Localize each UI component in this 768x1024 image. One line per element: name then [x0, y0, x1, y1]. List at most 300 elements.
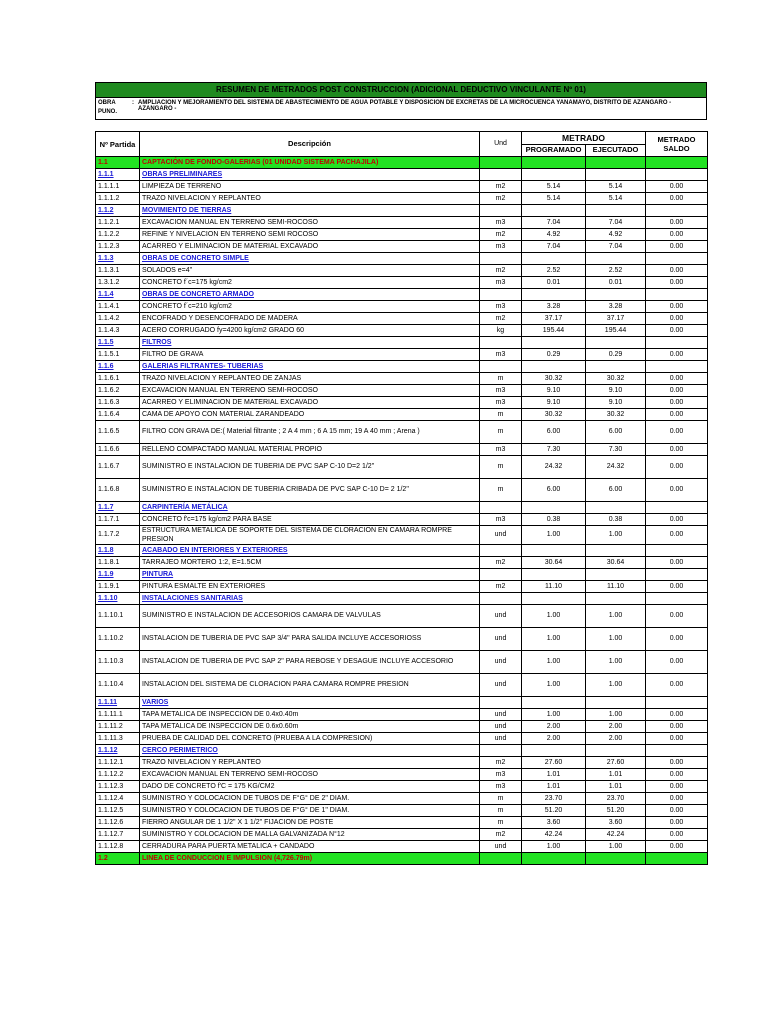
und-cell [480, 745, 522, 757]
und-cell: m [480, 793, 522, 805]
ejecutado-cell [586, 253, 646, 265]
table-row [96, 229, 708, 241]
ejecutado-cell: 30.64 [586, 557, 646, 569]
descripcion-cell: CARPINTERÍA METÁLICA [140, 502, 480, 514]
partida-cell: 1.1.12.6 [96, 817, 140, 829]
descripcion-cell: INSTALACION DEL SISTEMA DE CLORACION PARA CAMARA ROMPRE PRESION [140, 674, 480, 697]
saldo-cell [646, 569, 708, 581]
descripcion-cell: PINTURA ESMALTE EN EXTERIORES [140, 581, 480, 593]
ejecutado-cell [586, 361, 646, 373]
table-row [96, 313, 708, 325]
saldo-cell: 0.00 [646, 193, 708, 205]
partida-cell: 1.1.6.6 [96, 444, 140, 456]
saldo-cell: 0.00 [646, 479, 708, 502]
saldo-cell: 0.00 [646, 265, 708, 277]
und-cell [480, 289, 522, 301]
obra-block [95, 98, 707, 120]
und-cell: und [480, 733, 522, 745]
descripcion-cell: SUMINISTRO Y COLOCACION DE MALLA GALVANIZADA N°12 [140, 829, 480, 841]
descripcion-cell: OBRAS PRELIMINARES [140, 169, 480, 181]
und-cell: m3 [480, 241, 522, 253]
und-cell: m3 [480, 277, 522, 289]
saldo-cell [646, 853, 708, 865]
table-row [96, 169, 708, 181]
table-row [96, 651, 708, 674]
und-cell [480, 697, 522, 709]
saldo-cell: 0.00 [646, 581, 708, 593]
descripcion-cell: TAPA METALICA DE INSPECCION DE 0.6x0.60m [140, 721, 480, 733]
descripcion-cell: ACARREO Y ELIMINACION DE MATERIAL EXCAVADO [140, 397, 480, 409]
partida-cell: 1.1.12.1 [96, 757, 140, 769]
partida-cell: 1.1.3.1 [96, 265, 140, 277]
ejecutado-cell: 51.20 [586, 805, 646, 817]
table-row [96, 793, 708, 805]
partida-cell: 1.1.12.4 [96, 793, 140, 805]
programado-cell: 1.01 [522, 769, 586, 781]
saldo-cell: 0.00 [646, 781, 708, 793]
programado-cell [522, 205, 586, 217]
ejecutado-cell: 30.32 [586, 409, 646, 421]
ejecutado-cell [586, 745, 646, 757]
und-cell: m3 [480, 769, 522, 781]
programado-cell: 24.32 [522, 456, 586, 479]
saldo-cell: 0.00 [646, 769, 708, 781]
ejecutado-cell [586, 205, 646, 217]
und-cell: m2 [480, 829, 522, 841]
ejecutado-cell [586, 157, 646, 169]
partida-cell: 1.1.12.3 [96, 781, 140, 793]
saldo-cell: 0.00 [646, 805, 708, 817]
programado-cell: 2.52 [522, 265, 586, 277]
descripcion-cell: TAPA METALICA DE INSPECCION DE 0.4x0.40m [140, 709, 480, 721]
und-cell: m [480, 421, 522, 444]
und-cell [480, 593, 522, 605]
partida-cell: 1.1.2.1 [96, 217, 140, 229]
partida-cell: 1.1.10.3 [96, 651, 140, 674]
descripcion-cell: MOVIMIENTO DE TIERRAS [140, 205, 480, 217]
und-cell [480, 253, 522, 265]
programado-cell: 1.00 [522, 674, 586, 697]
programado-cell: 7.04 [522, 241, 586, 253]
descripcion-cell: FILTROS [140, 337, 480, 349]
saldo-cell: 0.00 [646, 721, 708, 733]
ejecutado-cell [586, 545, 646, 557]
programado-cell: 30.32 [522, 373, 586, 385]
ejecutado-cell: 6.00 [586, 479, 646, 502]
saldo-cell: 0.00 [646, 674, 708, 697]
und-cell: und [480, 841, 522, 853]
table-row [96, 373, 708, 385]
programado-cell: 1.00 [522, 605, 586, 628]
obra-label: OBRA [98, 100, 116, 106]
ejecutado-cell: 27.60 [586, 757, 646, 769]
programado-cell: 1.00 [522, 628, 586, 651]
ejecutado-cell [586, 169, 646, 181]
descripcion-cell: LIMPIEZA DE TERRENO [140, 181, 480, 193]
saldo-cell: 0.00 [646, 557, 708, 569]
und-cell: m [480, 817, 522, 829]
descripcion-cell: ENCOFRADO Y DESENCOFRADO DE MADERA [140, 313, 480, 325]
und-cell: m [480, 479, 522, 502]
descripcion-cell: EXCAVACION MANUAL EN TERRENO SEMI-ROCOSO [140, 385, 480, 397]
und-cell [480, 337, 522, 349]
und-cell [480, 545, 522, 557]
descripcion-cell: SUMINISTRO E INSTALACION DE ACCESORIOS CAMARA DE VALVULAS [140, 605, 480, 628]
table-row [96, 721, 708, 733]
saldo-cell: 0.00 [646, 181, 708, 193]
partida-cell: 1.1.12.2 [96, 769, 140, 781]
descripcion-cell: DADO DE CONCRETO f'C = 175 KG/CM2 [140, 781, 480, 793]
table-row [96, 605, 708, 628]
saldo-cell [646, 502, 708, 514]
descripcion-cell: FILTRO DE GRAVA [140, 349, 480, 361]
header-descripcion: Descripción [140, 132, 480, 157]
partida-cell: 1.1.6.4 [96, 409, 140, 421]
und-cell: m [480, 373, 522, 385]
programado-cell [522, 337, 586, 349]
saldo-cell: 0.00 [646, 817, 708, 829]
ejecutado-cell: 1.01 [586, 769, 646, 781]
partida-cell: 1.1.1 [96, 169, 140, 181]
header-ejecutado: EJECUTADO [586, 144, 646, 157]
saldo-cell: 0.00 [646, 841, 708, 853]
ejecutado-cell: 1.00 [586, 709, 646, 721]
partida-cell: 1.1.10.2 [96, 628, 140, 651]
descripcion-cell: FIERRO ANGULAR DE 1 1/2" X 1 1/2" FIJACION DE POSTE [140, 817, 480, 829]
ejecutado-cell: 23.70 [586, 793, 646, 805]
descripcion-cell: GALERIAS FILTRANTES- TUBERIAS [140, 361, 480, 373]
ejecutado-cell: 2.52 [586, 265, 646, 277]
ejecutado-cell [586, 697, 646, 709]
table-row [96, 545, 708, 557]
partida-cell: 1.1.2.2 [96, 229, 140, 241]
partida-cell: 1.3.1.2 [96, 277, 140, 289]
und-cell [480, 361, 522, 373]
und-cell [480, 502, 522, 514]
table-row [96, 805, 708, 817]
partida-cell: 1.1 [96, 157, 140, 169]
partida-cell: 1.1.12 [96, 745, 140, 757]
table-row [96, 745, 708, 757]
programado-cell: 5.14 [522, 193, 586, 205]
und-cell: kg [480, 325, 522, 337]
programado-cell: 37.17 [522, 313, 586, 325]
table-row [96, 325, 708, 337]
table-row [96, 205, 708, 217]
table-row [96, 709, 708, 721]
ejecutado-cell: 9.10 [586, 385, 646, 397]
saldo-cell: 0.00 [646, 793, 708, 805]
descripcion-cell: VARIOS [140, 697, 480, 709]
descripcion-cell: CONCRETO f'c=175 kg/cm2 PARA BASE [140, 514, 480, 526]
table-row [96, 193, 708, 205]
descripcion-cell: CAMA DE APOYO CON MATERIAL ZARANDEADO [140, 409, 480, 421]
ejecutado-cell: 9.10 [586, 397, 646, 409]
saldo-cell: 0.00 [646, 301, 708, 313]
table-row [96, 444, 708, 456]
ejecutado-cell: 30.32 [586, 373, 646, 385]
programado-cell: 0.01 [522, 277, 586, 289]
partida-cell: 1.1.10.4 [96, 674, 140, 697]
partida-cell: 1.1.8 [96, 545, 140, 557]
saldo-cell [646, 361, 708, 373]
table-row [96, 479, 708, 502]
programado-cell: 5.14 [522, 181, 586, 193]
ejecutado-cell: 1.00 [586, 605, 646, 628]
und-cell: m3 [480, 349, 522, 361]
descripcion-cell: SUMINISTRO E INSTALACION DE TUBERIA CRIBADA DE PVC SAP C-10 D= 2 1/2" [140, 479, 480, 502]
und-cell: m2 [480, 181, 522, 193]
saldo-cell: 0.00 [646, 325, 708, 337]
metrados-table [95, 131, 708, 865]
und-cell: m3 [480, 301, 522, 313]
programado-cell: 2.00 [522, 721, 586, 733]
saldo-cell: 0.00 [646, 229, 708, 241]
ejecutado-cell: 5.14 [586, 193, 646, 205]
table-row [96, 241, 708, 253]
programado-cell: 27.60 [522, 757, 586, 769]
table-row [96, 514, 708, 526]
programado-cell: 7.30 [522, 444, 586, 456]
ejecutado-cell: 2.00 [586, 721, 646, 733]
descripcion-cell: RELLENO COMPACTADO MANUAL MATERIAL PROPIO [140, 444, 480, 456]
programado-cell: 1.00 [522, 651, 586, 674]
partida-cell: 1.1.9 [96, 569, 140, 581]
ejecutado-cell: 1.00 [586, 651, 646, 674]
table-row [96, 289, 708, 301]
descripcion-cell: CAPTACIÓN DE FONDO-GALERIAS (01 UNIDAD SISTEMA PACHAJILA) [140, 157, 480, 169]
und-cell: m3 [480, 444, 522, 456]
table-row [96, 781, 708, 793]
table-row [96, 397, 708, 409]
partida-cell: 1.1.11.1 [96, 709, 140, 721]
descripcion-cell: ACERO CORRUGADO fy=4200 kg/cm2 GRADO 60 [140, 325, 480, 337]
saldo-cell: 0.00 [646, 733, 708, 745]
ejecutado-cell [586, 569, 646, 581]
und-cell: m2 [480, 313, 522, 325]
programado-cell [522, 569, 586, 581]
partida-cell: 1.1.6.1 [96, 373, 140, 385]
descripcion-cell: CONCRETO f´c=210 kg/cm2 [140, 301, 480, 313]
saldo-cell [646, 545, 708, 557]
saldo-cell [646, 745, 708, 757]
programado-cell: 42.24 [522, 829, 586, 841]
saldo-cell: 0.00 [646, 628, 708, 651]
programado-cell: 6.00 [522, 421, 586, 444]
descripcion-cell: FILTRO CON GRAVA DE:( Material filtrante ; 2 A 4 mm ; 6 A 15 mm; 19 A 40 mm ; Arena ) [140, 421, 480, 444]
ejecutado-cell: 3.60 [586, 817, 646, 829]
descripcion-cell: CONCRETO f´c=175 kg/cm2 [140, 277, 480, 289]
table-row [96, 853, 708, 865]
ejecutado-cell [586, 593, 646, 605]
und-cell: und [480, 526, 522, 545]
und-cell [480, 157, 522, 169]
table-row [96, 157, 708, 169]
saldo-cell [646, 593, 708, 605]
table-row [96, 628, 708, 651]
table-row [96, 581, 708, 593]
metrados-sheet [95, 82, 707, 865]
saldo-cell: 0.00 [646, 456, 708, 479]
descripcion-cell: SUMINISTRO Y COLOCACION DE TUBOS DE F°G° DE 1" DIAM. [140, 805, 480, 817]
ejecutado-cell: 7.30 [586, 444, 646, 456]
und-cell: m2 [480, 581, 522, 593]
table-row [96, 841, 708, 853]
descripcion-cell: SUMINISTRO E INSTALACION DE TUBERIA DE PVC SAP C-10 D=2 1/2" [140, 456, 480, 479]
partida-cell: 1.1.6.7 [96, 456, 140, 479]
partida-cell: 1.1.11.3 [96, 733, 140, 745]
descripcion-cell: TRAZO NIVELACION Y REPLANTEO [140, 193, 480, 205]
und-cell: und [480, 605, 522, 628]
descripcion-cell: REFINE Y NIVELACION EN TERRENO SEMI ROCOSO [140, 229, 480, 241]
header-programado: PROGRAMADO [522, 144, 586, 157]
ejecutado-cell [586, 502, 646, 514]
programado-cell: 1.01 [522, 781, 586, 793]
ejecutado-cell: 7.04 [586, 217, 646, 229]
programado-cell: 6.00 [522, 479, 586, 502]
ejecutado-cell [586, 337, 646, 349]
header-saldo: METRADO SALDO [646, 132, 708, 157]
descripcion-cell: ACARREO Y ELIMINACION DE MATERIAL EXCAVADO [140, 241, 480, 253]
table-row [96, 301, 708, 313]
programado-cell: 23.70 [522, 793, 586, 805]
saldo-cell: 0.00 [646, 444, 708, 456]
saldo-cell: 0.00 [646, 241, 708, 253]
partida-cell: 1.2 [96, 853, 140, 865]
table-row [96, 217, 708, 229]
und-cell: m2 [480, 557, 522, 569]
saldo-cell: 0.00 [646, 829, 708, 841]
und-cell: m [480, 805, 522, 817]
partida-cell: 1.1.12.8 [96, 841, 140, 853]
table-row [96, 349, 708, 361]
partida-cell: 1.1.12.5 [96, 805, 140, 817]
programado-cell: 195.44 [522, 325, 586, 337]
ejecutado-cell [586, 289, 646, 301]
ejecutado-cell: 3.28 [586, 301, 646, 313]
programado-cell: 11.10 [522, 581, 586, 593]
saldo-cell [646, 697, 708, 709]
programado-cell [522, 502, 586, 514]
programado-cell [522, 169, 586, 181]
table-row [96, 769, 708, 781]
obra-colon: : [132, 100, 134, 106]
und-cell: und [480, 651, 522, 674]
und-cell: m3 [480, 217, 522, 229]
programado-cell [522, 697, 586, 709]
und-cell [480, 569, 522, 581]
saldo-cell: 0.00 [646, 217, 708, 229]
table-row [96, 697, 708, 709]
und-cell: und [480, 721, 522, 733]
saldo-cell: 0.00 [646, 277, 708, 289]
programado-cell: 3.28 [522, 301, 586, 313]
table-row [96, 265, 708, 277]
table-row [96, 337, 708, 349]
table-row [96, 733, 708, 745]
ejecutado-cell: 24.32 [586, 456, 646, 479]
table-row [96, 829, 708, 841]
descripcion-cell: CERCO PERIMETRICO [140, 745, 480, 757]
saldo-cell: 0.00 [646, 757, 708, 769]
und-cell: m2 [480, 229, 522, 241]
saldo-cell [646, 289, 708, 301]
descripcion-cell: PINTURA [140, 569, 480, 581]
und-cell [480, 205, 522, 217]
ejecutado-cell: 5.14 [586, 181, 646, 193]
partida-cell: 1.1.7.2 [96, 526, 140, 545]
partida-cell: 1.1.8.1 [96, 557, 140, 569]
descripcion-cell: ACABADO EN INTERIORES Y EXTERIORES [140, 545, 480, 557]
descripcion-cell: EXCAVACION MANUAL EN TERRENO SEMI-ROCOSO [140, 217, 480, 229]
descripcion-cell: SOLADOS e=4" [140, 265, 480, 277]
programado-cell: 30.64 [522, 557, 586, 569]
programado-cell: 1.00 [522, 841, 586, 853]
partida-cell: 1.1.4 [96, 289, 140, 301]
programado-cell [522, 853, 586, 865]
saldo-cell: 0.00 [646, 313, 708, 325]
partida-cell: 1.1.7 [96, 502, 140, 514]
table-row [96, 593, 708, 605]
descripcion-cell: PRUEBA DE CALIDAD DEL CONCRETO (PRUEBA A LA COMPRESION) [140, 733, 480, 745]
programado-cell: 30.32 [522, 409, 586, 421]
partida-cell: 1.1.1.2 [96, 193, 140, 205]
programado-cell: 0.29 [522, 349, 586, 361]
ejecutado-cell: 1.00 [586, 841, 646, 853]
table-row [96, 817, 708, 829]
table-row [96, 502, 708, 514]
descripcion-cell: INSTALACIONES SANITARIAS [140, 593, 480, 605]
und-cell: m3 [480, 781, 522, 793]
descripcion-cell: INSTALACION DE TUBERIA DE PVC SAP 3/4" PARA SALIDA INCLUYE ACCESORIOSS [140, 628, 480, 651]
ejecutado-cell: 2.00 [586, 733, 646, 745]
obra-text: AMPLIACION Y MEJORAMIENTO DEL SISTEMA DE ABASTECIMIENTO DE AGUA POTABLE Y DISPOSICION DE EXCRETAS DE LA MICROCUENCA YANAMAYO, DISTRITO DE AZANGARO - AZANGARO - [138, 100, 672, 112]
partida-cell: 1.1.12.7 [96, 829, 140, 841]
programado-cell [522, 545, 586, 557]
programado-cell [522, 289, 586, 301]
table-row [96, 557, 708, 569]
programado-cell [522, 593, 586, 605]
programado-cell [522, 157, 586, 169]
table-row [96, 361, 708, 373]
programado-cell [522, 253, 586, 265]
header-metrado: METRADO [522, 132, 646, 145]
und-cell: m2 [480, 757, 522, 769]
programado-cell [522, 361, 586, 373]
programado-cell: 2.00 [522, 733, 586, 745]
table-row [96, 526, 708, 545]
und-cell: m [480, 409, 522, 421]
partida-cell: 1.1.11 [96, 697, 140, 709]
ejecutado-cell: 4.92 [586, 229, 646, 241]
descripcion-cell: EXCAVACION MANUAL EN TERRENO SEMI-ROCOSO [140, 769, 480, 781]
ejecutado-cell: 37.17 [586, 313, 646, 325]
programado-cell: 1.00 [522, 526, 586, 545]
partida-cell: 1.1.10 [96, 593, 140, 605]
saldo-cell: 0.00 [646, 421, 708, 444]
saldo-cell: 0.00 [646, 526, 708, 545]
und-cell [480, 169, 522, 181]
descripcion-cell: TRAZO NIVELACION Y REPLANTEO DE ZANJAS [140, 373, 480, 385]
descripcion-cell: TARRAJEO MORTERO 1:2, E=1.5CM [140, 557, 480, 569]
descripcion-cell: SUMINISTRO Y COLOCACION DE TUBOS DE F°G° DE 2" DIAM. [140, 793, 480, 805]
ejecutado-cell: 1.01 [586, 781, 646, 793]
und-cell: m3 [480, 514, 522, 526]
saldo-cell [646, 253, 708, 265]
und-cell: und [480, 709, 522, 721]
saldo-cell [646, 205, 708, 217]
partida-cell: 1.1.6.3 [96, 397, 140, 409]
